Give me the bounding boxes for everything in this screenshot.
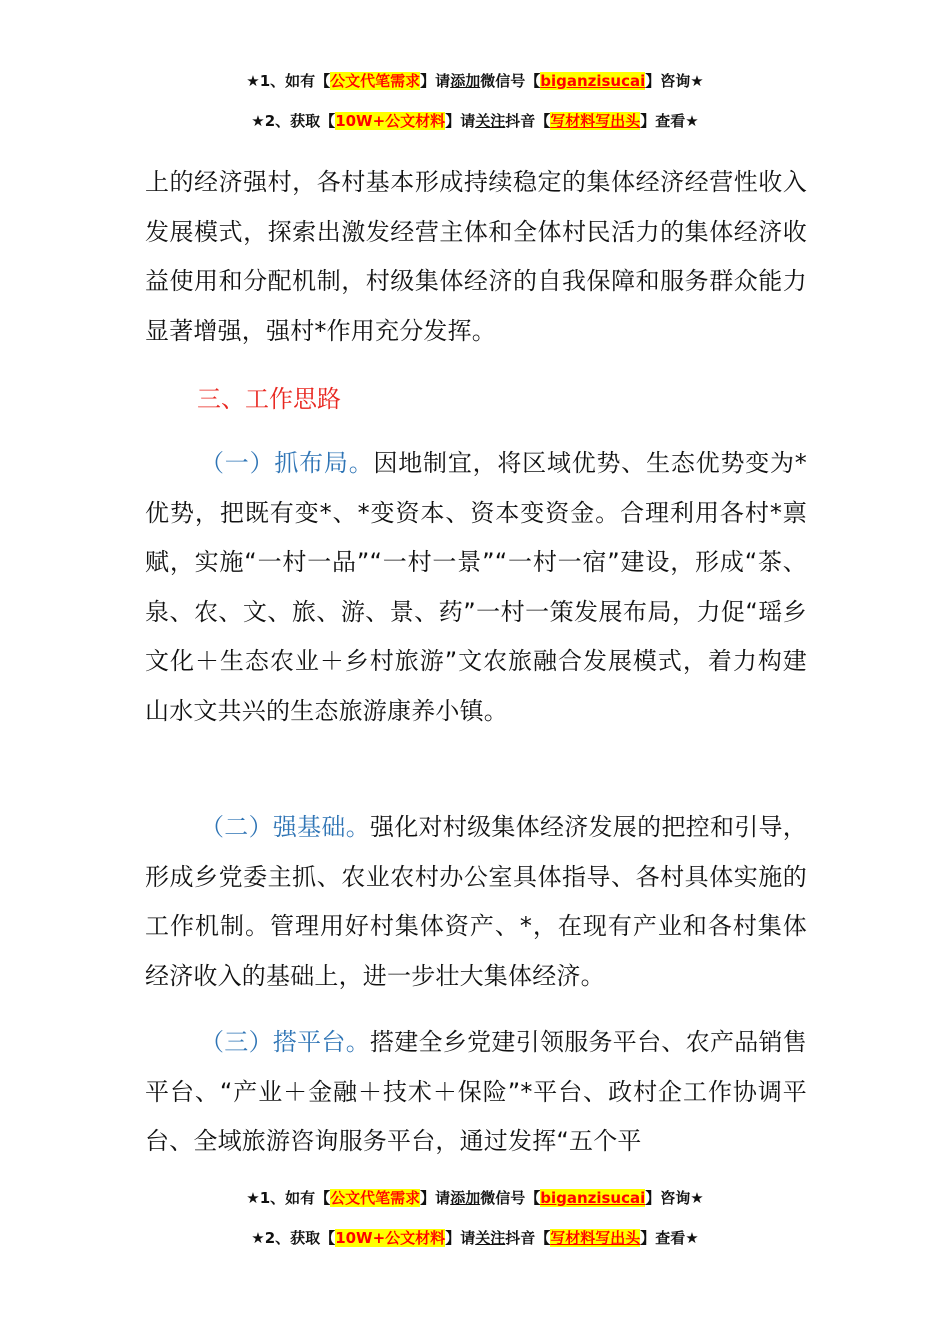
wechat-id: biganzisucai	[540, 72, 646, 90]
item-2	[145, 803, 807, 1001]
footer-wechat-id: biganzisucai	[540, 1189, 646, 1207]
section-heading: 三、工作思路	[197, 385, 341, 413]
douyin-account: 写材料写出头	[550, 112, 641, 130]
intro-paragraph: 上的经济强村，各村基本形成持续稳定的集体经济经营性收入发展模式，探索出激发经营主体和全体村民活力的集体经济收益使用和分配机制，村级集体经济的自我保障和服务群众能力显著增强，强村*作用充分发挥。	[145, 168, 807, 345]
footer-promo-line-1: ★1、如有【公文代笔需求】请添加微信号【biganzisucai】咨询★	[246, 1189, 704, 1207]
item-2-text: 强化对村级集体经济发展的把控和引导，形成乡党委主抓、农业农村办公室具体指导、各村具体实施的工作机制。管理用好村集体资产、*，在现有产业和各村集体经济收入的基础上，进一步壮大集体经济。	[145, 813, 807, 990]
item-1	[145, 439, 807, 736]
footer-douyin-account: 写材料写出头	[550, 1229, 641, 1247]
intro-block	[145, 158, 807, 356]
item-2-paragraph	[145, 803, 807, 1001]
item-1-paragraph	[145, 439, 807, 736]
item-2-title: （二）强基础。	[200, 813, 370, 841]
item-3	[145, 1018, 807, 1167]
item-1-text: 因地制宜，将区域优势、生态优势变为*优势，把既有变*、*变资本、资本变资金。合理利用各村*禀赋，实施“一村一品”“一村一景”“一村一宿”建设，形成“茶、泉、农、文、旅、游、景、药”一村一策发展布局，力促“瑶乡文化＋生态农业＋乡村旅游”文农旅融合发展模式，着力构建山水文共兴的生态旅游康养小镇。	[145, 449, 807, 725]
header-promo-line-1: ★1、如有【公文代笔需求】请添加微信号【biganzisucai】咨询★	[246, 72, 704, 90]
footer-highlight-writing-service: 公文代笔需求	[330, 1189, 421, 1207]
item-3-paragraph	[145, 1018, 807, 1167]
footer-highlight-materials: 10W+公文材料	[335, 1229, 446, 1247]
header-promo-line-2: ★2、获取【10W+公文材料】请关注抖音【写材料写出头】查看★	[251, 112, 699, 130]
footer-promo-line-2: ★2、获取【10W+公文材料】请关注抖音【写材料写出头】查看★	[251, 1229, 699, 1247]
item-3-title: （三）搭平台。	[200, 1028, 370, 1056]
item-3-text: 搭建全乡党建引领服务平台、农产品销售平台、“产业＋金融＋技术＋保险”*平台、政村企工作协调平台、全域旅游咨询服务平台，通过发挥“五个平	[145, 1028, 807, 1155]
highlight-writing-service: 公文代笔需求	[330, 72, 421, 90]
item-1-title: （一）抓布局。	[200, 449, 374, 477]
highlight-materials: 10W+公文材料	[335, 112, 446, 130]
section-heading-block	[145, 384, 807, 414]
